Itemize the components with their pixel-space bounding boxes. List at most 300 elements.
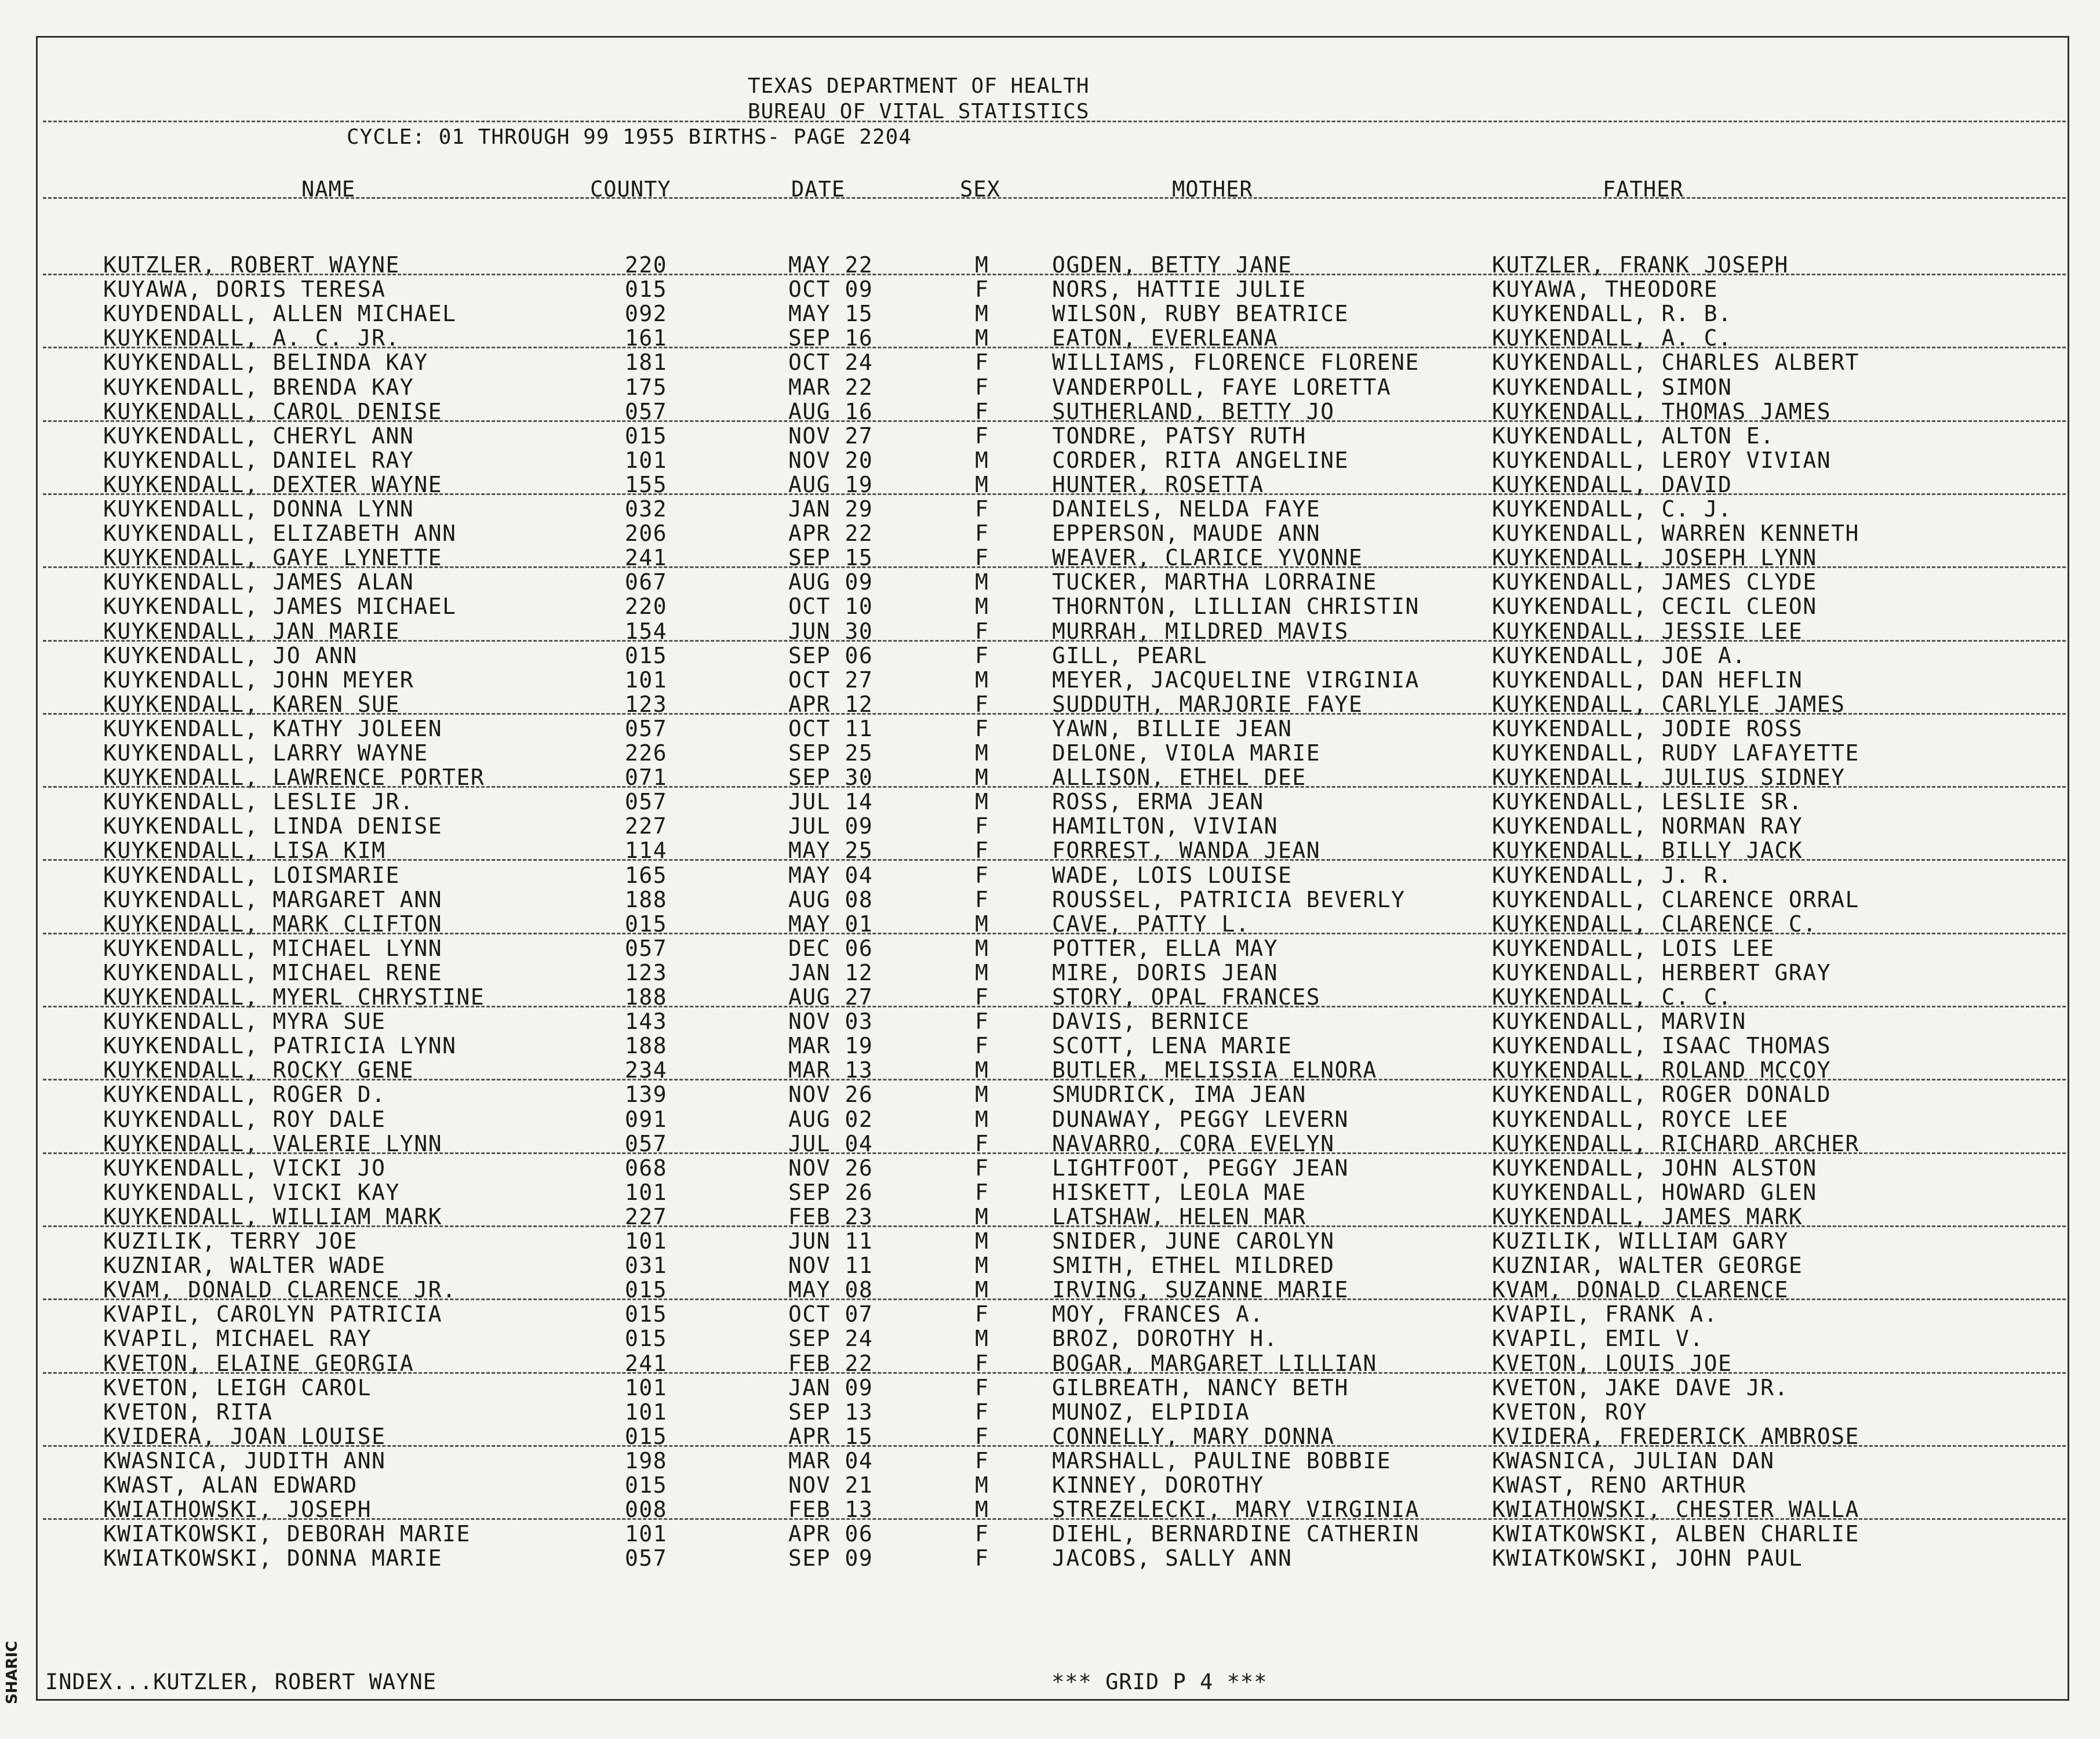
record-row <box>0 570 2100 594</box>
column-header-father: FATHER <box>1603 177 1684 202</box>
record-row <box>0 497 2100 521</box>
record-date: AUG 16 <box>788 399 874 424</box>
record-father: KUYKENDALL, MARVIN <box>1492 1009 1746 1034</box>
record-mother: BUTLER, MELISSIA ELNORA <box>1052 1057 1377 1083</box>
record-row <box>0 1473 2100 1497</box>
record-row <box>0 1229 2100 1253</box>
record-sex: M <box>975 594 989 619</box>
record-group-divider <box>43 566 2066 568</box>
record-row <box>0 1546 2100 1570</box>
record-county: 092 <box>625 301 668 326</box>
record-group-divider <box>43 1225 2066 1227</box>
record-date: JAN 09 <box>788 1375 874 1400</box>
record-father: KUYKENDALL, CLARENCE C. <box>1492 911 1817 937</box>
record-mother: CORDER, RITA ANGELINE <box>1052 448 1349 473</box>
record-name: KUYKENDALL, MARK CLIFTON <box>103 911 443 937</box>
record-county: 161 <box>625 325 668 351</box>
record-sex: F <box>975 1033 989 1058</box>
record-date: APR 06 <box>788 1521 874 1547</box>
record-date: NOV 26 <box>788 1155 874 1181</box>
record-mother: MEYER, JACQUELINE VIRGINIA <box>1052 667 1420 693</box>
record-row <box>0 1034 2100 1058</box>
record-mother: WILLIAMS, FLORENCE FLORENE <box>1052 350 1420 375</box>
record-mother: NORS, HATTIE JULIE <box>1052 277 1306 302</box>
record-name: KUYKENDALL, PATRICIA LYNN <box>103 1033 457 1058</box>
record-name: KWIATKOWSKI, DONNA MARIE <box>103 1545 443 1571</box>
record-row <box>0 1302 2100 1326</box>
record-name: KWAST, ALAN EDWARD <box>103 1472 358 1498</box>
record-county: 032 <box>625 496 668 522</box>
bureau-title: BUREAU OF VITAL STATISTICS <box>748 100 1090 123</box>
record-sex: F <box>975 984 989 1010</box>
record-date: MAY 22 <box>788 252 874 278</box>
record-county: 015 <box>625 1326 668 1351</box>
record-name: KUYKENDALL, JOHN MEYER <box>103 667 414 693</box>
record-row <box>0 1449 2100 1473</box>
record-sex: M <box>975 1204 989 1229</box>
record-father: KUYKENDALL, JAMES CLYDE <box>1492 569 1817 595</box>
record-name: KUYKENDALL, JAMES MICHAEL <box>103 594 457 619</box>
record-sex: F <box>975 399 989 424</box>
record-date: NOV 03 <box>788 1009 874 1034</box>
record-group-divider <box>43 1518 2066 1520</box>
record-sex: F <box>975 1351 989 1376</box>
record-father: KUYKENDALL, RUDY LAFAYETTE <box>1492 740 1859 766</box>
record-row <box>0 277 2100 301</box>
record-mother: DELONE, VIOLA MARIE <box>1052 740 1321 766</box>
record-father: KUYKENDALL, ALTON E. <box>1492 423 1775 449</box>
record-sex: M <box>975 911 989 937</box>
column-header-sex: SEX <box>960 177 1000 202</box>
record-sex: F <box>975 423 989 449</box>
record-father: KVETON, LOUIS JOE <box>1492 1351 1733 1376</box>
record-name: KUYKENDALL, ELIZABETH ANN <box>103 521 457 546</box>
record-county: 057 <box>625 1545 668 1571</box>
record-date: AUG 02 <box>788 1107 874 1132</box>
record-row <box>0 594 2100 619</box>
record-county: 123 <box>625 692 668 717</box>
record-father: KUYKENDALL, A. C. <box>1492 325 1733 351</box>
record-date: JUL 09 <box>788 813 874 839</box>
record-father: KUYKENDALL, JOSEPH LYNN <box>1492 545 1817 570</box>
record-group-divider <box>43 420 2066 422</box>
record-mother: HISKETT, LEOLA MAE <box>1052 1180 1306 1205</box>
record-father: KUYKENDALL, CLARENCE ORRAL <box>1492 887 1859 912</box>
record-sex: F <box>975 692 989 717</box>
record-date: NOV 20 <box>788 448 874 473</box>
record-mother: STREZELECKI, MARY VIRGINIA <box>1052 1497 1420 1522</box>
record-mother: TONDRE, PATSY RUTH <box>1052 423 1306 449</box>
record-name: KUYKENDALL, JAN MARIE <box>103 619 400 644</box>
record-name: KUYKENDALL, MICHAEL RENE <box>103 960 443 985</box>
record-name: KUYKENDALL, KAREN SUE <box>103 692 400 717</box>
record-mother: DUNAWAY, PEGGY LEVERN <box>1052 1107 1349 1132</box>
record-sex: F <box>975 496 989 522</box>
record-group-divider <box>43 786 2066 788</box>
cycle-line: CYCLE: 01 THROUGH 99 1955 BIRTHS- PAGE 2204 <box>347 125 912 149</box>
column-header-name: NAME <box>301 177 356 202</box>
record-sex: F <box>975 619 989 644</box>
record-row <box>0 863 2100 887</box>
record-mother: GILBREATH, NANCY BETH <box>1052 1375 1349 1400</box>
record-row <box>0 1107 2100 1132</box>
record-sex: F <box>975 374 989 400</box>
record-name: KUYKENDALL, MICHAEL LYNN <box>103 936 443 961</box>
record-father: KUYKENDALL, HOWARD GLEN <box>1492 1180 1817 1205</box>
record-sex: M <box>975 1253 989 1278</box>
record-row <box>0 1180 2100 1205</box>
record-date: MAY 01 <box>788 911 874 937</box>
record-row <box>0 424 2100 448</box>
record-mother: FORREST, WANDA JEAN <box>1052 838 1321 863</box>
record-father: KUYKENDALL, CHARLES ALBERT <box>1492 350 1859 375</box>
record-mother: GILL, PEARL <box>1052 643 1208 668</box>
record-father: KUYKENDALL, RICHARD ARCHER <box>1492 1131 1859 1156</box>
record-name: KUZNIAR, WALTER WADE <box>103 1253 386 1278</box>
record-sex: F <box>975 1375 989 1400</box>
record-sex: F <box>975 1399 989 1425</box>
record-mother: EATON, EVERLEANA <box>1052 325 1279 351</box>
record-name: KUYAWA, DORIS TERESA <box>103 277 386 302</box>
record-sex: M <box>975 1082 989 1107</box>
record-mother: DAVIS, BERNICE <box>1052 1009 1250 1034</box>
record-row <box>0 961 2100 985</box>
record-date: APR 22 <box>788 521 874 546</box>
record-mother: ROSS, ERMA JEAN <box>1052 789 1264 814</box>
record-name: KWIATKOWSKI, DEBORAH MARIE <box>103 1521 471 1547</box>
record-sex: F <box>975 545 989 570</box>
record-name: KVETON, ELAINE GEORGIA <box>103 1351 414 1376</box>
record-date: MAY 25 <box>788 838 874 863</box>
record-name: KUYKENDALL, LAWRENCE PORTER <box>103 765 485 790</box>
record-date: MAY 04 <box>788 863 874 888</box>
record-group-divider <box>43 1152 2066 1154</box>
record-county: 165 <box>625 863 668 888</box>
record-sex: F <box>975 813 989 839</box>
record-father: KVETON, JAKE DAVE JR. <box>1492 1375 1789 1400</box>
record-date: MAR 22 <box>788 374 874 400</box>
record-sex: M <box>975 936 989 961</box>
record-name: KUYKENDALL, KATHY JOLEEN <box>103 716 443 741</box>
record-county: 101 <box>625 448 668 473</box>
record-sex: M <box>975 252 989 278</box>
record-county: 188 <box>625 1033 668 1058</box>
record-sex: F <box>975 1301 989 1327</box>
record-sex: M <box>975 765 989 790</box>
record-sex: F <box>975 863 989 888</box>
record-father: KUYKENDALL, CARLYLE JAMES <box>1492 692 1846 717</box>
record-county: 015 <box>625 1277 668 1303</box>
record-date: DEC 06 <box>788 936 874 961</box>
record-father: KUTZLER, FRANK JOSEPH <box>1492 252 1789 278</box>
record-row <box>0 814 2100 838</box>
record-county: 057 <box>625 789 668 814</box>
record-county: 015 <box>625 1301 668 1327</box>
record-sex: M <box>975 1472 989 1498</box>
record-county: 188 <box>625 984 668 1010</box>
record-name: KUYKENDALL, GAYE LYNETTE <box>103 545 443 570</box>
record-mother: MARSHALL, PAULINE BOBBIE <box>1052 1448 1392 1474</box>
record-mother: MIRE, DORIS JEAN <box>1052 960 1279 985</box>
record-county: 143 <box>625 1009 668 1034</box>
record-group-divider <box>43 933 2066 934</box>
agency-title: TEXAS DEPARTMENT OF HEALTH <box>748 74 1090 98</box>
record-row <box>0 1253 2100 1278</box>
record-county: 015 <box>625 1424 668 1449</box>
record-name: KUYKENDALL, VICKI JO <box>103 1155 386 1181</box>
header-divider <box>43 121 2066 122</box>
record-group-divider <box>43 493 2066 495</box>
record-date: MAY 15 <box>788 301 874 326</box>
record-county: 139 <box>625 1082 668 1107</box>
record-group-divider <box>43 1372 2066 1374</box>
record-row <box>0 936 2100 961</box>
record-sex: M <box>975 740 989 766</box>
record-date: OCT 07 <box>788 1301 874 1327</box>
record-father: KUYKENDALL, J. R. <box>1492 863 1733 888</box>
record-sex: F <box>975 716 989 741</box>
record-mother: EPPERSON, MAUDE ANN <box>1052 521 1321 546</box>
record-father: KUYKENDALL, ROGER DONALD <box>1492 1082 1832 1107</box>
record-name: KVAPIL, CAROLYN PATRICIA <box>103 1301 443 1327</box>
record-sex: F <box>975 1521 989 1547</box>
record-sex: M <box>975 448 989 473</box>
record-county: 101 <box>625 667 668 693</box>
record-name: KUZILIK, TERRY JOE <box>103 1228 358 1254</box>
record-county: 114 <box>625 838 668 863</box>
record-date: JUL 04 <box>788 1131 874 1156</box>
record-father: KUYKENDALL, LOIS LEE <box>1492 936 1775 961</box>
record-date: JUN 30 <box>788 619 874 644</box>
record-mother: SUDDUTH, MARJORIE FAYE <box>1052 692 1363 717</box>
record-county: 015 <box>625 643 668 668</box>
record-father: KWIATKOWSKI, JOHN PAUL <box>1492 1545 1803 1571</box>
record-sex: M <box>975 789 989 814</box>
record-row <box>0 350 2100 374</box>
record-county: 091 <box>625 1107 668 1132</box>
record-name: KUYKENDALL, LISA KIM <box>103 838 386 863</box>
record-name: KUYKENDALL, WILLIAM MARK <box>103 1204 443 1229</box>
record-father: KUYKENDALL, CECIL CLEON <box>1492 594 1817 619</box>
record-county: 057 <box>625 399 668 424</box>
record-sex: F <box>975 350 989 375</box>
record-county: 123 <box>625 960 668 985</box>
record-name: KUYKENDALL, MYRA SUE <box>103 1009 386 1034</box>
record-father: KUYKENDALL, THOMAS JAMES <box>1492 399 1832 424</box>
record-name: KUTZLER, ROBERT WAYNE <box>103 252 400 278</box>
record-mother: BROZ, DOROTHY H. <box>1052 1326 1279 1351</box>
record-row <box>0 790 2100 814</box>
record-group-divider <box>43 347 2066 348</box>
record-group-divider <box>43 1079 2066 1080</box>
record-sex: M <box>975 960 989 985</box>
record-mother: SCOTT, LENA MARIE <box>1052 1033 1293 1058</box>
record-name: KUYKENDALL, DONNA LYNN <box>103 496 414 522</box>
record-county: 057 <box>625 716 668 741</box>
record-name: KUYKENDALL, CAROL DENISE <box>103 399 443 424</box>
record-father: KUYKENDALL, ROYCE LEE <box>1492 1107 1789 1132</box>
record-mother: CAVE, PATTY L. <box>1052 911 1250 937</box>
record-father: KUYKENDALL, JOE A. <box>1492 643 1746 668</box>
record-mother: IRVING, SUZANNE MARIE <box>1052 1277 1349 1303</box>
record-group-divider <box>43 1445 2066 1447</box>
record-mother: WADE, LOIS LOUISE <box>1052 863 1293 888</box>
record-date: NOV 21 <box>788 1472 874 1498</box>
record-mother: ROUSSEL, PATRICIA BEVERLY <box>1052 887 1406 912</box>
record-sex: M <box>975 667 989 693</box>
record-date: OCT 27 <box>788 667 874 693</box>
record-row <box>0 716 2100 741</box>
record-sex: F <box>975 1545 989 1571</box>
record-sex: F <box>975 1009 989 1034</box>
record-name: KVETON, LEIGH CAROL <box>103 1375 372 1400</box>
record-sex: M <box>975 472 989 497</box>
record-date: SEP 24 <box>788 1326 874 1351</box>
record-name: KUYKENDALL, JO ANN <box>103 643 358 668</box>
record-county: 071 <box>625 765 668 790</box>
record-father: KUYKENDALL, NORMAN RAY <box>1492 813 1803 839</box>
record-date: SEP 25 <box>788 740 874 766</box>
record-county: 227 <box>625 1204 668 1229</box>
record-date: JAN 12 <box>788 960 874 985</box>
record-date: OCT 24 <box>788 350 874 375</box>
record-father: KUYKENDALL, LESLIE SR. <box>1492 789 1803 814</box>
record-father: KVIDERA, FREDERICK AMBROSE <box>1492 1424 1859 1449</box>
record-father: KUYKENDALL, ISAAC THOMAS <box>1492 1033 1832 1058</box>
record-date: SEP 15 <box>788 545 874 570</box>
record-sex: F <box>975 1131 989 1156</box>
record-group-divider <box>43 859 2066 861</box>
grid-page-marker: *** GRID P 4 *** <box>1051 1669 1268 1694</box>
record-row <box>0 1522 2100 1546</box>
record-date: MAY 08 <box>788 1277 874 1303</box>
record-name: KUYKENDALL, DEXTER WAYNE <box>103 472 443 497</box>
record-sex: M <box>975 1057 989 1083</box>
record-father: KUYKENDALL, JULIUS SIDNEY <box>1492 765 1846 790</box>
record-mother: CONNELLY, MARY DONNA <box>1052 1424 1335 1449</box>
record-row <box>0 741 2100 765</box>
record-name: KUYDENDALL, ALLEN MICHAEL <box>103 301 457 326</box>
record-name: KUYKENDALL, MYERL CHRYSTINE <box>103 984 485 1010</box>
record-name: KVAPIL, MICHAEL RAY <box>103 1326 372 1351</box>
record-sex: M <box>975 1277 989 1303</box>
record-county: 155 <box>625 472 668 497</box>
record-mother: JACOBS, SALLY ANN <box>1052 1545 1293 1571</box>
record-father: KVAPIL, FRANK A. <box>1492 1301 1719 1327</box>
record-county: 234 <box>625 1057 668 1083</box>
record-county: 101 <box>625 1180 668 1205</box>
record-sex: F <box>975 887 989 912</box>
record-group-divider <box>43 640 2066 642</box>
record-name: KUYKENDALL, LOISMARIE <box>103 863 400 888</box>
index-line: INDEX...KUTZLER, ROBERT WAYNE <box>45 1669 437 1694</box>
record-mother: POTTER, ELLA MAY <box>1052 936 1279 961</box>
record-date: NOV 26 <box>788 1082 874 1107</box>
record-county: 188 <box>625 887 668 912</box>
record-mother: MURRAH, MILDRED MAVIS <box>1052 619 1349 644</box>
record-sex: M <box>975 1107 989 1132</box>
record-name: KUYKENDALL, ROY DALE <box>103 1107 386 1132</box>
record-name: KUYKENDALL, ROCKY GENE <box>103 1057 414 1083</box>
record-county: 175 <box>625 374 668 400</box>
record-county: 226 <box>625 740 668 766</box>
record-row <box>0 1326 2100 1351</box>
record-mother: SMITH, ETHEL MILDRED <box>1052 1253 1335 1278</box>
record-date: AUG 27 <box>788 984 874 1010</box>
record-father: KWIATHOWSKI, CHESTER WALLA <box>1492 1497 1859 1522</box>
record-father: KUYKENDALL, DAN HEFLIN <box>1492 667 1803 693</box>
record-date: SEP 30 <box>788 765 874 790</box>
record-father: KUYKENDALL, JESSIE LEE <box>1492 619 1803 644</box>
record-date: AUG 19 <box>788 472 874 497</box>
record-sex: M <box>975 325 989 351</box>
record-county: 101 <box>625 1521 668 1547</box>
record-name: KUYKENDALL, BRENDA KAY <box>103 374 414 400</box>
record-mother: BOGAR, MARGARET LILLIAN <box>1052 1351 1377 1376</box>
record-father: KUYKENDALL, ROLAND MCCOY <box>1492 1057 1832 1083</box>
record-mother: WEAVER, CLARICE YVONNE <box>1052 545 1363 570</box>
record-mother: SMUDRICK, IMA JEAN <box>1052 1082 1306 1107</box>
record-county: 241 <box>625 545 668 570</box>
record-date: NOV 27 <box>788 423 874 449</box>
record-name: KUYKENDALL, DANIEL RAY <box>103 448 414 473</box>
record-father: KUYKENDALL, HERBERT GRAY <box>1492 960 1832 985</box>
record-county: 220 <box>625 252 668 278</box>
record-date: APR 12 <box>788 692 874 717</box>
record-father: KUYKENDALL, SIMON <box>1492 374 1733 400</box>
record-county: 206 <box>625 521 668 546</box>
record-date: SEP 06 <box>788 643 874 668</box>
column-header-date: DATE <box>791 177 846 202</box>
record-date: MAR 04 <box>788 1448 874 1474</box>
record-name: KWIATHOWSKI, JOSEPH <box>103 1497 372 1522</box>
record-mother: HAMILTON, VIVIAN <box>1052 813 1279 839</box>
record-name: KUYKENDALL, A. C. JR. <box>103 325 400 351</box>
record-name: KVETON, RITA <box>103 1399 273 1425</box>
record-county: 241 <box>625 1351 668 1376</box>
record-county: 101 <box>625 1375 668 1400</box>
record-row <box>0 448 2100 472</box>
record-father: KUYKENDALL, JAMES MARK <box>1492 1204 1803 1229</box>
record-mother: YAWN, BILLIE JEAN <box>1052 716 1293 741</box>
record-sex: M <box>975 1497 989 1522</box>
record-name: KVIDERA, JOAN LOUISE <box>103 1424 386 1449</box>
record-date: AUG 09 <box>788 569 874 595</box>
record-county: 101 <box>625 1228 668 1254</box>
record-county: 008 <box>625 1497 668 1522</box>
record-name: KWASNICA, JUDITH ANN <box>103 1448 386 1474</box>
record-group-divider <box>43 1006 2066 1007</box>
record-father: KUYKENDALL, R. B. <box>1492 301 1733 326</box>
record-group-divider <box>43 1298 2066 1300</box>
record-sex: F <box>975 838 989 863</box>
record-mother: THORNTON, LILLIAN CHRISTIN <box>1052 594 1420 619</box>
column-header-mother: MOTHER <box>1172 177 1253 202</box>
record-name: KUYKENDALL, JAMES ALAN <box>103 569 414 595</box>
record-mother: TUCKER, MARTHA LORRAINE <box>1052 569 1377 595</box>
record-mother: VANDERPOLL, FAYE LORETTA <box>1052 374 1392 400</box>
record-father: KUYKENDALL, WARREN KENNETH <box>1492 521 1859 546</box>
record-date: FEB 23 <box>788 1204 874 1229</box>
record-name: KUYKENDALL, BELINDA KAY <box>103 350 428 375</box>
record-name: KUYKENDALL, LARRY WAYNE <box>103 740 428 766</box>
record-row <box>0 301 2100 326</box>
record-county: 057 <box>625 936 668 961</box>
record-row <box>0 1156 2100 1180</box>
column-header-county: COUNTY <box>590 177 671 202</box>
record-row <box>0 643 2100 668</box>
side-stamp: SHARIC <box>3 1640 21 1704</box>
